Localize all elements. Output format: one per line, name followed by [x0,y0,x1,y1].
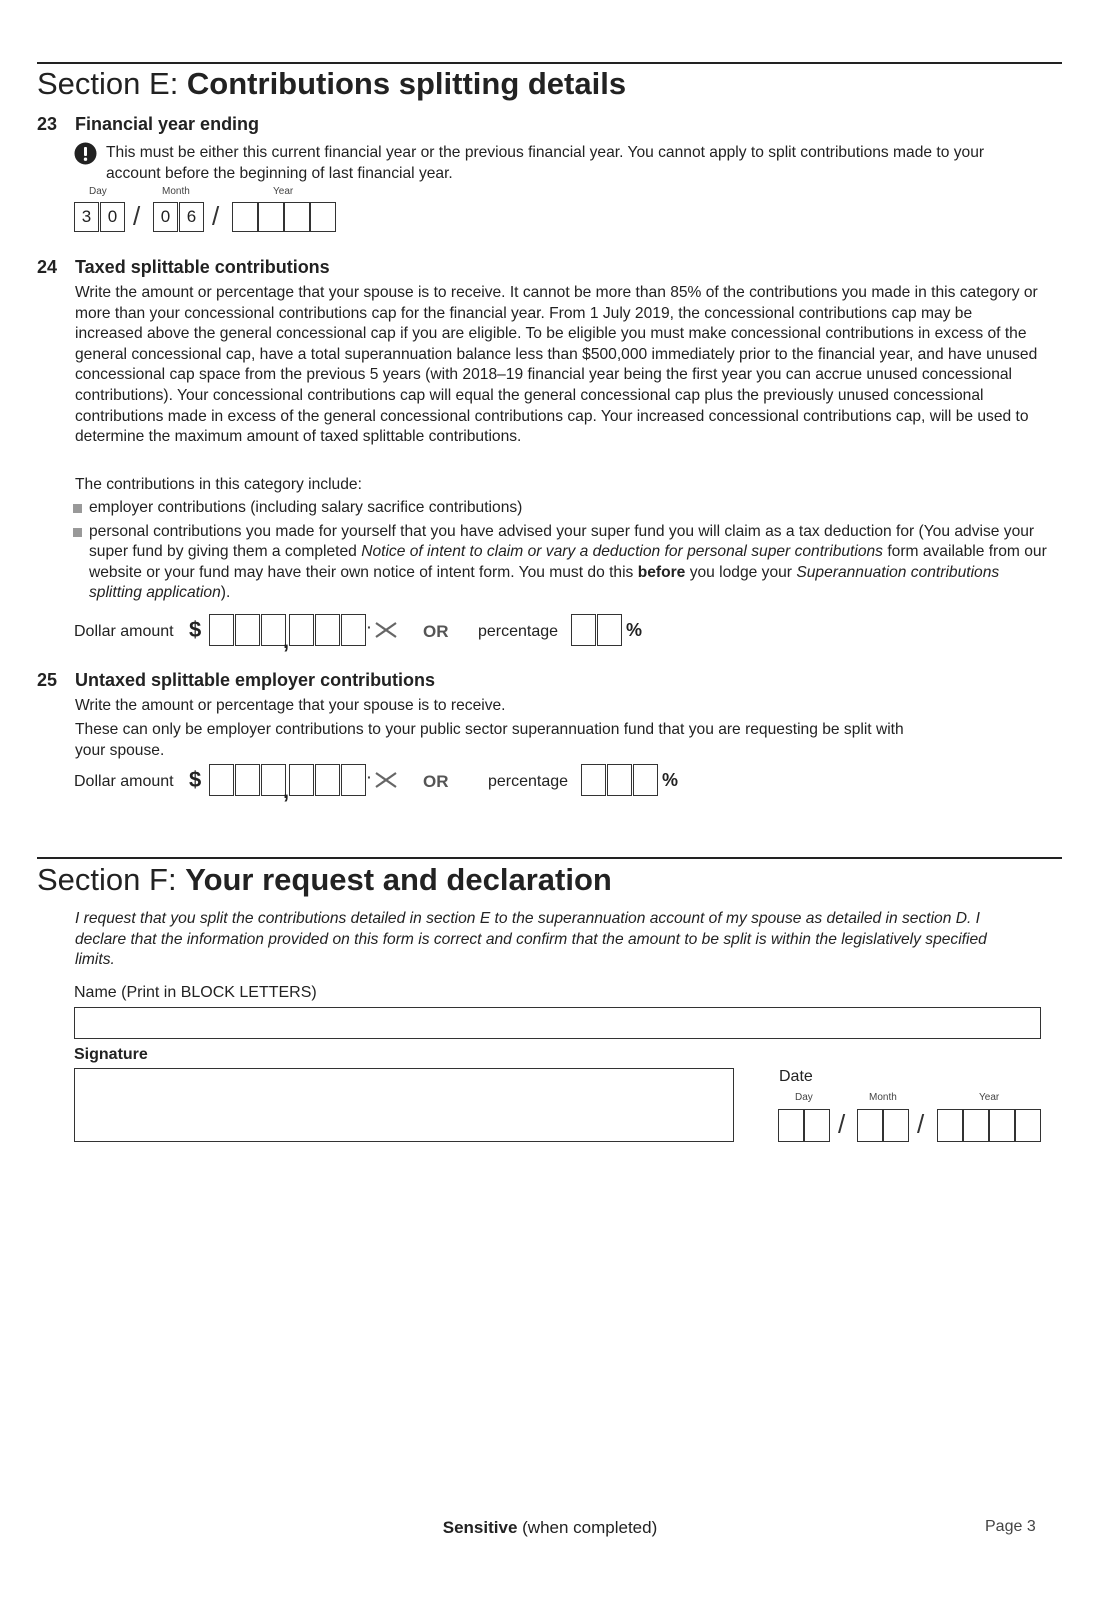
q25-dollar-label: Dollar amount [74,773,174,790]
q25-dollar-digit[interactable] [341,764,366,796]
q25-body-2: These can only be employer contributions to your public sector superannuation fund that you are requesting be split with your spouse. [75,721,904,759]
q24-pct-label: percentage [478,623,559,640]
q23-note: This must be either this current financial year or the previous financial year. You cannot apply to split contributions made to your account before the beginning of last financial year. [106,144,985,182]
q23-day-digit-2[interactable]: 0 [100,202,125,232]
date-separator: / [917,1109,925,1139]
q24-bullet-2e: you lodge your [685,563,797,581]
section-f-title: Your request and declaration [185,862,612,897]
q25-dollar-digit[interactable] [315,764,340,796]
q25-dollar-sign: $ [189,767,202,792]
footer-sensitive-word: Sensitive [442,1518,518,1537]
q24-pct-digit[interactable] [597,614,622,646]
q24-pct-digit[interactable] [571,614,596,646]
signature-field[interactable] [74,1068,734,1142]
q24-or: OR [423,622,449,641]
date-month-digit[interactable] [883,1109,909,1142]
page-number: Page 3 [985,1518,1036,1535]
q23-month-digit-2[interactable]: 6 [179,202,204,232]
date-separator: / [212,201,220,231]
q24-dollar-digit[interactable] [209,614,234,646]
name-field[interactable] [74,1007,1041,1039]
date-year-digit[interactable] [963,1109,989,1142]
declaration-text: I request that you split the contributions detailed in section E to the superannuation account of my spouse as detailed in section D. I declare that the information provided on this form is correct and confirm that the amount to be split is within the legislatively specified limits. [75,910,987,969]
section-e-title: Contributions splitting details [186,66,627,101]
bullet-icon [73,504,82,513]
thousands-separator: , [283,628,290,653]
q23-year-digit-2[interactable] [258,202,284,232]
q24-dollar-label: Dollar amount [74,623,174,640]
section-e-prefix: Section E: [37,66,187,101]
q25-body-1: Write the amount or percentage that your spouse is to receive. [75,697,506,714]
q24-pct-sign: % [626,620,643,640]
section-e-rule [37,62,1062,64]
q23-month-label: Month [162,186,190,197]
date-year-digit[interactable] [937,1109,963,1142]
q24-dollar-digit[interactable] [235,614,260,646]
decimal-point: · [367,769,372,785]
list-item [73,498,1073,519]
q25-dollar-digit[interactable] [235,764,260,796]
date-day-digit[interactable] [778,1109,804,1142]
date-year-digit[interactable] [1015,1109,1041,1142]
q24-bullet-2g: ). [220,584,231,602]
thousands-separator: , [283,778,290,803]
q23-year-label: Year [273,186,294,197]
list-item [73,522,1051,604]
q25-pct-digit[interactable] [633,764,658,796]
q25-pct-digit[interactable] [607,764,632,796]
date-separator: / [133,201,141,231]
q24-number: 24 [37,257,58,277]
q24-dollar-digit[interactable] [315,614,340,646]
section-f-heading [37,862,612,898]
q25-dollar-digit[interactable] [289,764,314,796]
section-f-prefix: Section F: [37,862,186,897]
q24-bullet-1: employer contributions (including salary sacrifice contributions) [89,499,523,516]
q24-bullet-2a: personal contributions you made for yourself that you have advised your super fund you will claim as a tax deduction for (You advise your super fund by giving them a completed [89,522,1035,561]
q24-bullet-2b: Notice of intent to claim or vary a deduction for personal super contributions [361,543,883,561]
q24-dollar-digit[interactable] [341,614,366,646]
q23-day-label: Day [89,186,107,197]
section-f-rule [37,857,1062,859]
date-separator: / [838,1109,846,1139]
q24-bullet-2f: Superannuation contributions splitting application [89,563,1000,602]
decimal-point: · [367,619,372,635]
q23-year-digit-1[interactable] [232,202,258,232]
alert-icon [74,142,97,165]
date-day-label: Day [795,1092,813,1103]
q24-bullet-2d: before [637,563,686,581]
q24-dollar-digit[interactable] [289,614,314,646]
signature-label: Signature [74,1046,148,1063]
name-label: Name (Print in BLOCK LETTERS) [74,984,317,1001]
date-day-digit[interactable] [804,1109,830,1142]
q24-body: Write the amount or percentage that your spouse is to receive. It cannot be more than 85% of the contributions you made in this category or more than your concessional contributions cap for the financial year. From 1 July 2019, the concessional contributions cap may be increased above the general concessional cap if you are eligible. To be eligible you must make concessional contributions in excess of the general concessional cap, have a total superannuation balance less than $500,000 immediately prior to the financial year, and have unused concessional cap space from the previous 5 years (with 2018–19 financial year being the first year you can accrue unused concessional contributions). Your concessional contributions cap will equal the general concessional cap plus the previously unused concessional contributions made in excess of the general concessional contributions cap. Your increased concessional contributions cap, will be used to determine the maximum amount of taxed splittable contributions. [75,284,1038,446]
footer-sensitive-suffix: (when completed) [517,1518,658,1537]
q23-year-digit-3[interactable] [284,202,310,232]
bullet-icon [73,528,82,537]
date-month-digit[interactable] [857,1109,883,1142]
date-year-label: Year [979,1092,1000,1103]
q25-pct-sign: % [662,770,679,790]
date-year-digit[interactable] [989,1109,1015,1142]
q23-day-digit-1[interactable]: 3 [74,202,99,232]
date-label: Date [779,1068,813,1085]
q24-dollar-sign: $ [189,617,202,642]
footer-sensitive [0,1518,1100,1538]
q23-number: 23 [37,114,58,134]
q25-number: 25 [37,670,58,690]
q23-year-digit-4[interactable] [310,202,336,232]
cents-crossed-icon [373,770,399,795]
q23-month-digit-1[interactable]: 0 [153,202,178,232]
q24-title: Taxed splittable contributions [75,257,330,277]
q25-dollar-digit[interactable] [209,764,234,796]
cents-crossed-icon [373,620,399,645]
section-e-heading [37,66,626,102]
q25-or: OR [423,772,449,791]
q25-pct-label: percentage [488,773,569,790]
q25-pct-digit[interactable] [581,764,606,796]
q25-title: Untaxed splittable employer contributions [75,670,436,690]
q24-intro: The contributions in this category include: [75,476,362,493]
q23-title: Financial year ending [75,114,260,134]
q24-bullet-list [73,498,1073,604]
q24-bullet-2c: form available from our website or your fund may have their own notice of intent form. You must do this [89,543,1047,581]
date-month-label: Month [869,1092,897,1103]
